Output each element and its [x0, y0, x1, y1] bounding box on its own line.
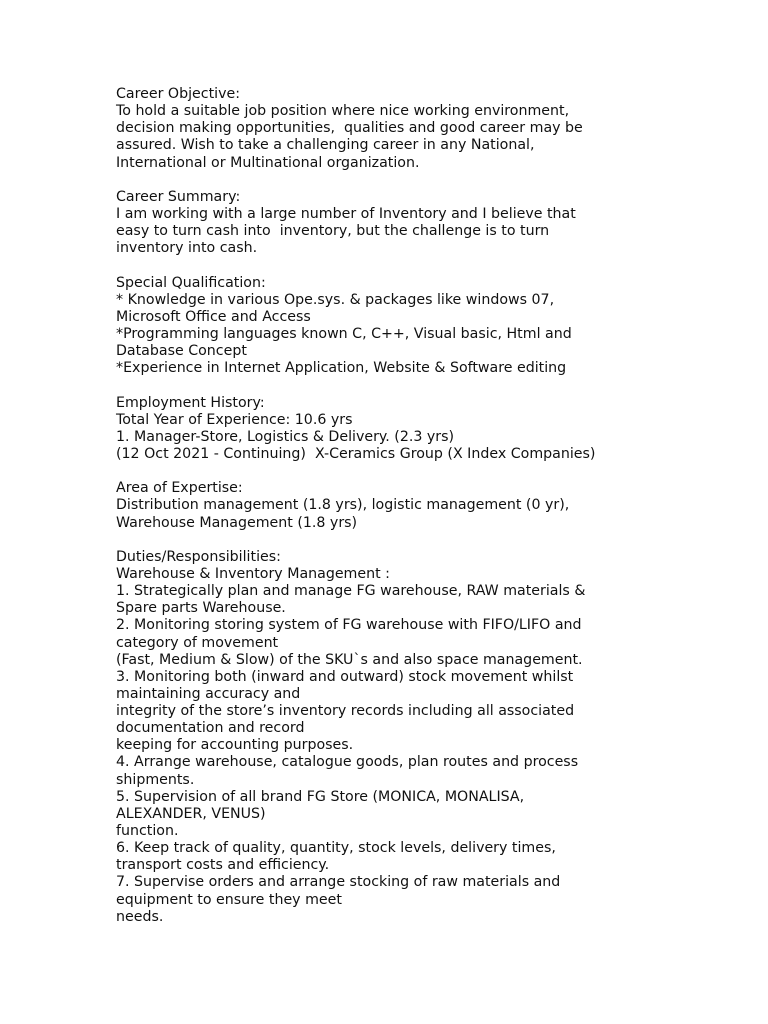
document-section [116, 86, 736, 172]
section-line: 3. Monitoring both (inward and outward) stock movement whilst [116, 668, 574, 685]
section-line: 2. Monitoring storing system of FG warehouse with FIFO/LIFO and [116, 617, 582, 634]
document-section [116, 395, 736, 464]
section-line: transport costs and efficiency. [116, 857, 330, 874]
section-line: 4. Arrange warehouse, catalogue goods, plan routes and process [116, 754, 579, 771]
section-line: shipments. [116, 771, 195, 788]
document-section [116, 549, 736, 926]
section-line: Spare parts Warehouse. [116, 600, 286, 617]
document-body [116, 86, 736, 926]
section-line: Database Concept [116, 343, 247, 360]
section-spacer [116, 377, 736, 394]
section-line: *Programming languages known C, C++, Visual basic, Html and [116, 325, 572, 342]
section-line: (Fast, Medium & Slow) of the SKU`s and also space management. [116, 651, 583, 668]
section-heading: Career Summary: [116, 188, 241, 205]
section-line: keeping for accounting purposes. [116, 737, 354, 754]
document-section [116, 275, 736, 378]
document-section [116, 189, 736, 258]
section-line: category of movement [116, 634, 279, 651]
section-heading: Duties/Responsibilities: [116, 548, 281, 565]
section-spacer [116, 257, 736, 274]
section-line: Distribution management (1.8 yrs), logistic management (0 yr), [116, 497, 570, 514]
section-line: (12 Oct 2021 - Continuing) X-Ceramics Group (X Index Companies) [116, 445, 596, 462]
section-line: decision making opportunities, qualities and good career may be [116, 120, 583, 137]
section-line: International or Multinational organization. [116, 154, 420, 171]
section-line: equipment to ensure they meet [116, 891, 342, 908]
section-line: assured. Wish to take a challenging career in any National, [116, 137, 535, 154]
section-line: maintaining accuracy and [116, 685, 301, 702]
section-line: Total Year of Experience: 10.6 yrs [116, 411, 353, 428]
section-spacer [116, 463, 736, 480]
section-line: * Knowledge in various Ope.sys. & packages like windows 07, [116, 291, 555, 308]
section-heading: Career Objective: [116, 86, 240, 102]
section-line: ALEXANDER, VENUS) [116, 805, 266, 822]
section-line: documentation and record [116, 720, 305, 737]
section-line: 1. Strategically plan and manage FG warehouse, RAW materials & [116, 583, 586, 600]
section-spacer [116, 172, 736, 189]
section-line: *Experience in Internet Application, Website & Software editing [116, 360, 567, 377]
section-line: I am working with a large number of Inventory and I believe that [116, 205, 576, 222]
section-line: 6. Keep track of quality, quantity, stock levels, delivery times, [116, 840, 556, 857]
section-line: 7. Supervise orders and arrange stocking of raw materials and [116, 874, 561, 891]
section-line: inventory into cash. [116, 240, 258, 257]
section-line: 5. Supervision of all brand FG Store (MONICA, MONALISA, [116, 788, 525, 805]
section-line: Microsoft Office and Access [116, 308, 311, 325]
section-line: integrity of the store’s inventory records including all associated [116, 703, 575, 720]
section-line: easy to turn cash into inventory, but the challenge is to turn [116, 223, 550, 240]
section-line: function. [116, 823, 179, 840]
section-line: To hold a suitable job position where nice working environment, [116, 103, 570, 120]
document-section [116, 480, 736, 531]
section-heading: Employment History: [116, 394, 265, 411]
section-line: needs. [116, 908, 164, 925]
section-line: Warehouse & Inventory Management : [116, 565, 390, 582]
section-heading: Special Qualification: [116, 274, 266, 291]
section-line: Warehouse Management (1.8 yrs) [116, 514, 358, 531]
section-line: 1. Manager-Store, Logistics & Delivery. (2.3 yrs) [116, 428, 455, 445]
section-spacer [116, 532, 736, 549]
section-heading: Area of Expertise: [116, 480, 243, 497]
